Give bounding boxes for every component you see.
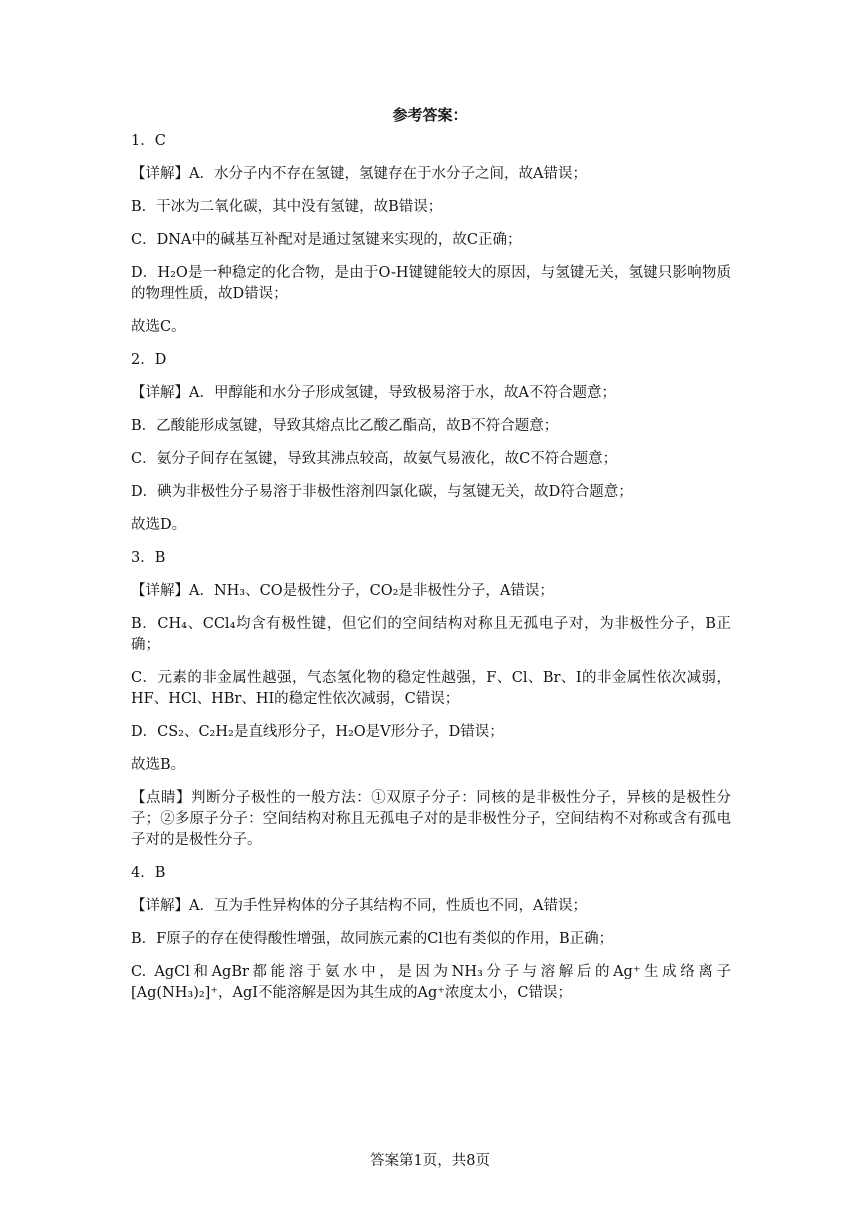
tip-paragraph: 【点睛】判断分子极性的一般方法：①双原子分子：同核的是非极性分子，异核的是极性分子；②多原子分子：空间结构对称且无孤电子对的是非极性分子，空间结构不对称或含有孤电子对的是极性分子。 [131,790,731,848]
answer-content [131,131,731,1016]
explanation-line: D．CS₂、C₂H₂是直线形分子，H₂O是V形分子，D错误； [131,724,504,740]
explanation-line: 【详解】A．水分子内不存在氢键，氢键存在于水分子之间，故A错误； [131,166,587,182]
explanation-line: 【详解】A．甲醇能和水分子形成氢键，导致极易溶于水，故A不符合题意； [131,385,616,401]
explanation-line: B．干冰为二氧化碳，其中没有氢键，故B错误； [131,199,443,215]
answer-number: 2．D [131,352,167,368]
conclusion-line: 故选C。 [131,319,186,335]
explanation-line: B．F原子的存在使得酸性增强，故同族元素的Cl也有类似的作用，B正确； [131,931,614,947]
answer-number: 3．B [131,550,166,566]
answer-number: 4．B [131,865,166,881]
explanation-line: C．元素的非金属性越强，气态氢化物的稳定性越强，F、Cl、Br、I的非金属性依次减弱，HF、HCl、HBr、HI的稳定性依次减弱，C错误； [131,670,731,707]
explanation-line: C. AgCl和AgBr都能溶于氨水中，是因为NH₃分子与溶解后的Ag⁺生成络离子[Ag(NH₃)₂]⁺，AgI不能溶解是因为其生成的Ag⁺浓度太小，C错误； [131,964,731,1001]
explanation-line: 【详解】A．互为手性异构体的分子其结构不同，性质也不同，A错误； [131,898,587,914]
conclusion-line: 故选D。 [131,517,187,533]
explanation-line: B．乙酸能形成氢键，导致其熔点比乙酸乙酯高，故B不符合题意； [131,418,559,434]
explanation-line: B．CH₄、CCl₄均含有极性键，但它们的空间结构对称且无孤电子对，为非极性分子，B正确； [131,616,731,653]
conclusion-line: 故选B。 [131,757,186,773]
explanation-line: D．碘为非极性分子易溶于非极性溶剂四氯化碳，与氢键无关，故D符合题意； [131,484,633,500]
page-title: 参考答案： [392,106,468,124]
page-footer: 答案第1页，共8页 [370,1153,490,1169]
answer-number: 1．C [131,133,166,149]
explanation-line: D．H₂O是一种稳定的化合物，是由于O-H键键能较大的原因，与氢键无关，氢键只影响物质的物理性质，故D错误； [131,265,731,302]
explanation-line: C．氨分子间存在氢键，导致其沸点较高，故氨气易液化，故C不符合题意； [131,451,618,467]
explanation-line: 【详解】A．NH₃、CO是极性分子，CO₂是非极性分子，A错误； [131,583,554,599]
explanation-line: C．DNA中的碱基互补配对是通过氢键来实现的，故C正确； [131,232,522,248]
